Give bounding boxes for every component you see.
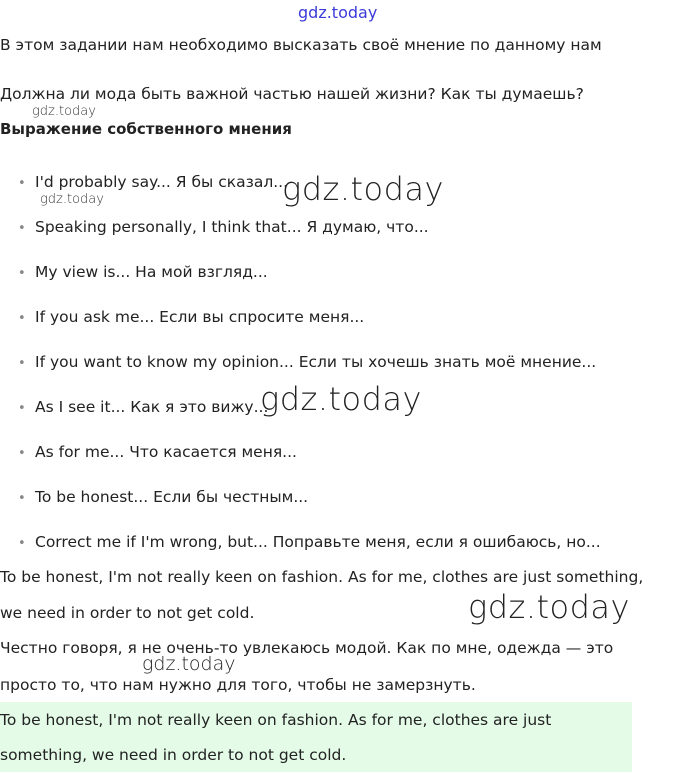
section-heading: Выражение собственного мнения bbox=[0, 120, 292, 138]
russian-text-line: просто то, что нам нужно для того, чтобы не замерзнуть. bbox=[0, 676, 476, 694]
bullet-icon: • bbox=[18, 311, 26, 326]
list-item bbox=[18, 308, 364, 326]
watermark: gdz.today bbox=[40, 192, 104, 207]
english-text-line: we need in order to not get cold. bbox=[0, 604, 255, 622]
answer-text-line: To be honest, I'm not really keen on fashion. As for me, clothes are just bbox=[0, 711, 552, 729]
site-header-watermark: gdz.today bbox=[298, 3, 378, 22]
question-text: Должна ли мода быть важной частью нашей жизни? Как ты думаешь? bbox=[0, 85, 584, 103]
list-item bbox=[18, 218, 429, 236]
answer-highlight-box bbox=[0, 702, 632, 772]
phrase-text: Correct me if I'm wrong, but... Поправьте меня, если я ошибаюсь, но... bbox=[35, 533, 601, 551]
watermark: gdz.today bbox=[260, 380, 422, 418]
answer-text-line: something, we need in order to not get cold. bbox=[0, 746, 347, 764]
phrase-text: As for me... Что касается меня... bbox=[35, 443, 297, 461]
list-item bbox=[18, 173, 288, 191]
phrase-text: My view is... На мой взгляд... bbox=[35, 263, 268, 281]
list-item bbox=[18, 443, 297, 461]
list-item bbox=[18, 353, 596, 371]
watermark: gdz.today bbox=[142, 653, 236, 675]
bullet-icon: • bbox=[18, 356, 26, 371]
bullet-icon: • bbox=[18, 491, 26, 506]
bullet-icon: • bbox=[18, 266, 26, 281]
bullet-icon: • bbox=[18, 446, 26, 461]
watermark: gdz.today bbox=[468, 588, 630, 626]
watermark: gdz.today bbox=[32, 104, 96, 119]
phrase-text: If you want to know my opinion... Если ты хочешь знать моё мнение... bbox=[35, 353, 597, 371]
phrase-text: I'd probably say... Я бы сказал... bbox=[35, 173, 289, 191]
bullet-icon: • bbox=[18, 221, 26, 236]
intro-text: В этом задании нам необходимо высказать своё мнение по данному нам bbox=[0, 36, 602, 54]
phrase-text: As I see it... Как я это вижу... bbox=[35, 398, 269, 416]
watermark: gdz.today bbox=[282, 170, 444, 208]
bullet-icon: • bbox=[18, 536, 26, 551]
list-item bbox=[18, 263, 268, 281]
phrase-text: To be honest... Если бы честным... bbox=[35, 488, 309, 506]
list-item bbox=[18, 533, 601, 551]
bullet-icon: • bbox=[18, 401, 26, 416]
phrase-text: Speaking personally, I think that... Я думаю, что... bbox=[35, 218, 429, 236]
bullet-icon: • bbox=[18, 176, 26, 191]
english-text-line: To be honest, I'm not really keen on fashion. As for me, clothes are just something, bbox=[0, 568, 644, 586]
phrase-text: If you ask me... Если вы спросите меня... bbox=[35, 308, 365, 326]
list-item bbox=[18, 488, 308, 506]
russian-text-line: Честно говоря, я не очень-то увлекаюсь модой. Как по мне, одежда — это bbox=[0, 639, 614, 657]
list-item bbox=[18, 398, 268, 416]
